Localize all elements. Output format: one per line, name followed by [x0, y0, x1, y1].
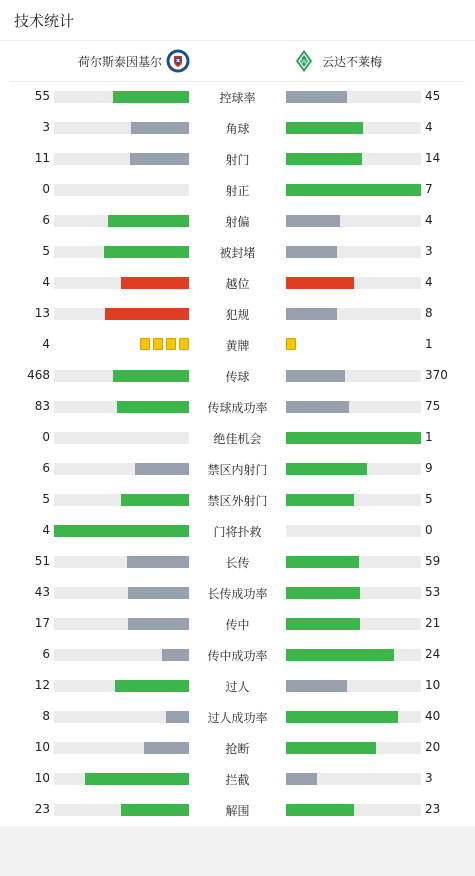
away-value: 45	[425, 89, 441, 103]
stat-row	[0, 143, 475, 174]
stat-label: 犯规	[225, 308, 250, 322]
away-bar-track	[286, 556, 421, 568]
home-bar-fill	[144, 742, 189, 754]
stat-row	[0, 639, 475, 670]
home-value: 13	[34, 306, 50, 320]
away-value: 10	[425, 678, 441, 692]
away-bar-fill	[286, 246, 337, 258]
home-value: 83	[34, 399, 50, 413]
home-value: 4	[42, 523, 50, 537]
stat-row	[0, 763, 475, 794]
away-value: 53	[425, 585, 441, 599]
home-value: 12	[34, 678, 50, 692]
stat-label: 射偏	[225, 215, 250, 229]
away-bar-track	[286, 463, 421, 475]
stat-label: 禁区内射门	[207, 463, 268, 477]
away-bar-track	[286, 494, 421, 506]
away-bar-track	[286, 246, 421, 258]
away-value: 9	[425, 461, 433, 475]
home-bar-fill	[130, 153, 189, 165]
home-bar-track	[54, 401, 189, 413]
stat-row	[0, 81, 475, 112]
home-bar-track	[54, 432, 189, 444]
away-bar-fill	[286, 680, 347, 692]
stat-row	[0, 670, 475, 701]
stat-row	[0, 112, 475, 143]
away-bar-fill	[286, 742, 376, 754]
home-value: 5	[42, 492, 50, 506]
stat-label: 禁区外射门	[207, 494, 268, 508]
home-bar-track	[54, 711, 189, 723]
away-bar-track	[286, 215, 421, 227]
home-bar-track	[54, 525, 189, 537]
home-bar-track	[54, 308, 189, 320]
home-value: 4	[42, 337, 50, 351]
home-value: 0	[42, 182, 50, 196]
home-value: 5	[42, 244, 50, 258]
away-team-name: 云达不莱梅	[322, 54, 383, 69]
home-value: 468	[27, 368, 50, 382]
home-value: 43	[34, 585, 50, 599]
home-bar-fill	[128, 587, 189, 599]
stat-row	[0, 701, 475, 732]
away-yellow-cards	[286, 338, 296, 350]
home-value: 10	[34, 771, 50, 785]
away-value: 3	[425, 244, 433, 258]
yellow-card-icon	[153, 338, 163, 350]
home-bar-fill	[54, 525, 189, 537]
yellow-card-icon	[179, 338, 189, 350]
panel-header	[0, 0, 475, 41]
away-value: 40	[425, 709, 441, 723]
stat-label: 角球	[225, 122, 250, 136]
away-bar-track	[286, 773, 421, 785]
stat-row	[0, 732, 475, 763]
away-value: 1	[425, 430, 433, 444]
away-value: 4	[425, 213, 433, 227]
away-bar-track	[286, 401, 421, 413]
away-bar-fill	[286, 184, 421, 196]
stat-row	[0, 391, 475, 422]
home-bar-fill	[115, 680, 189, 692]
home-value: 23	[34, 802, 50, 816]
away-bar-fill	[286, 91, 347, 103]
away-bar-track	[286, 370, 421, 382]
away-bar-fill	[286, 804, 354, 816]
stat-row	[0, 267, 475, 298]
home-value: 17	[34, 616, 50, 630]
home-team-name: 荷尔斯泰因基尔	[77, 54, 162, 69]
svg-text:W: W	[301, 58, 307, 66]
stat-label: 抢断	[225, 742, 250, 756]
stat-label: 射门	[225, 153, 250, 167]
away-bar-track	[286, 525, 421, 537]
away-bar-fill	[286, 773, 317, 785]
stat-row	[0, 422, 475, 453]
away-bar-track	[286, 680, 421, 692]
away-value: 20	[425, 740, 441, 754]
home-bar-fill	[113, 91, 189, 103]
home-bar-fill	[166, 711, 189, 723]
stat-label: 过人	[225, 680, 250, 694]
stat-label: 传中成功率	[207, 649, 268, 663]
away-value: 4	[425, 120, 433, 134]
home-value: 6	[42, 647, 50, 661]
away-value: 8	[425, 306, 433, 320]
home-value: 0	[42, 430, 50, 444]
yellow-card-icon	[286, 338, 296, 350]
stat-row	[0, 515, 475, 546]
away-bar-track	[286, 91, 421, 103]
home-bar-track	[54, 122, 189, 134]
home-yellow-cards	[140, 338, 189, 350]
home-bar-track	[54, 804, 189, 816]
away-bar-track	[286, 153, 421, 165]
away-bar-fill	[286, 308, 337, 320]
away-team[interactable]	[292, 49, 382, 73]
stat-label: 拦截	[225, 773, 250, 787]
away-value: 1	[425, 337, 433, 351]
home-bar-track	[54, 680, 189, 692]
away-value: 14	[425, 151, 441, 165]
home-team[interactable]	[78, 49, 190, 73]
stat-label: 长传	[225, 556, 250, 570]
stat-label: 控球率	[219, 91, 256, 105]
stat-label: 绝佳机会	[213, 432, 262, 446]
home-bar-fill	[105, 308, 189, 320]
away-bar-track	[286, 432, 421, 444]
stat-row	[0, 174, 475, 205]
home-value: 3	[42, 120, 50, 134]
home-bar-fill	[128, 618, 189, 630]
home-bar-track	[54, 215, 189, 227]
home-bar-track	[54, 618, 189, 630]
away-value: 370	[425, 368, 448, 382]
away-value: 3	[425, 771, 433, 785]
home-bar-track	[54, 742, 189, 754]
home-bar-fill	[127, 556, 189, 568]
home-bar-track	[54, 91, 189, 103]
home-value: 51	[34, 554, 50, 568]
away-bar-fill	[286, 711, 398, 723]
stat-row	[0, 453, 475, 484]
away-value: 75	[425, 399, 441, 413]
away-bar-fill	[286, 153, 362, 165]
stat-row	[0, 360, 475, 391]
page-title: 技术统计	[14, 12, 75, 30]
away-bar-track	[286, 742, 421, 754]
away-value: 4	[425, 275, 433, 289]
home-bar-track	[54, 184, 189, 196]
home-value: 6	[42, 461, 50, 475]
away-value: 23	[425, 802, 441, 816]
away-bar-track	[286, 618, 421, 630]
stat-row	[0, 329, 475, 360]
away-value: 59	[425, 554, 441, 568]
home-bar-track	[54, 773, 189, 785]
home-bar-fill	[108, 215, 189, 227]
away-bar-track	[286, 587, 421, 599]
stat-label: 长传成功率	[207, 587, 268, 601]
away-bar-fill	[286, 277, 354, 289]
home-bar-fill	[117, 401, 189, 413]
home-value: 8	[42, 709, 50, 723]
stat-label: 黄牌	[225, 339, 250, 353]
away-bar-fill	[286, 618, 360, 630]
stat-label: 传中	[225, 618, 250, 632]
holstein-kiel-crest-icon	[166, 49, 190, 73]
away-value: 7	[425, 182, 433, 196]
away-bar-track	[286, 711, 421, 723]
home-bar-track	[54, 153, 189, 165]
stat-label: 传球成功率	[207, 401, 268, 415]
away-value: 24	[425, 647, 441, 661]
home-bar-fill	[121, 277, 189, 289]
away-value: 5	[425, 492, 433, 506]
stat-label: 越位	[225, 277, 250, 291]
stat-row	[0, 484, 475, 515]
home-bar-track	[54, 556, 189, 568]
away-bar-track	[286, 649, 421, 661]
home-bar-fill	[131, 122, 189, 134]
home-bar-fill	[104, 246, 189, 258]
stat-label: 传球	[225, 370, 250, 384]
away-bar-fill	[286, 649, 394, 661]
home-bar-track	[54, 463, 189, 475]
home-bar-fill	[85, 773, 189, 785]
home-value: 11	[34, 151, 50, 165]
teams-row	[10, 41, 465, 82]
home-bar-fill	[121, 494, 189, 506]
stat-row	[0, 577, 475, 608]
away-bar-fill	[286, 587, 360, 599]
home-value: 6	[42, 213, 50, 227]
stat-row	[0, 608, 475, 639]
stat-row	[0, 298, 475, 329]
home-bar-track	[54, 649, 189, 661]
away-bar-fill	[286, 463, 367, 475]
stat-label: 门将扑救	[213, 525, 262, 539]
away-bar-track	[286, 804, 421, 816]
home-value: 4	[42, 275, 50, 289]
away-bar-fill	[286, 215, 340, 227]
stat-label: 被封堵	[219, 246, 256, 260]
away-value: 0	[425, 523, 433, 537]
home-bar-fill	[113, 370, 189, 382]
yellow-card-icon	[166, 338, 176, 350]
away-bar-fill	[286, 494, 354, 506]
stat-label: 解围	[225, 804, 250, 818]
home-bar-fill	[162, 649, 189, 661]
stat-row	[0, 794, 475, 825]
yellow-card-icon	[140, 338, 150, 350]
home-bar-track	[54, 587, 189, 599]
away-bar-fill	[286, 122, 363, 134]
stat-label: 过人成功率	[207, 711, 268, 725]
away-bar-track	[286, 122, 421, 134]
away-bar-fill	[286, 432, 421, 444]
home-value: 55	[34, 89, 50, 103]
werder-bremen-crest-icon	[292, 49, 316, 73]
away-bar-track	[286, 277, 421, 289]
home-bar-track	[54, 277, 189, 289]
away-bar-track	[286, 184, 421, 196]
home-bar-fill	[121, 804, 189, 816]
stat-row	[0, 205, 475, 236]
home-value: 10	[34, 740, 50, 754]
home-bar-track	[54, 370, 189, 382]
away-value: 21	[425, 616, 441, 630]
stat-label: 射正	[225, 184, 250, 198]
away-bar-fill	[286, 370, 345, 382]
away-bar-fill	[286, 556, 359, 568]
away-bar-track	[286, 308, 421, 320]
home-bar-track	[54, 246, 189, 258]
stat-row	[0, 546, 475, 577]
stat-row	[0, 236, 475, 267]
home-bar-fill	[135, 463, 189, 475]
away-bar-fill	[286, 401, 349, 413]
home-bar-track	[54, 494, 189, 506]
